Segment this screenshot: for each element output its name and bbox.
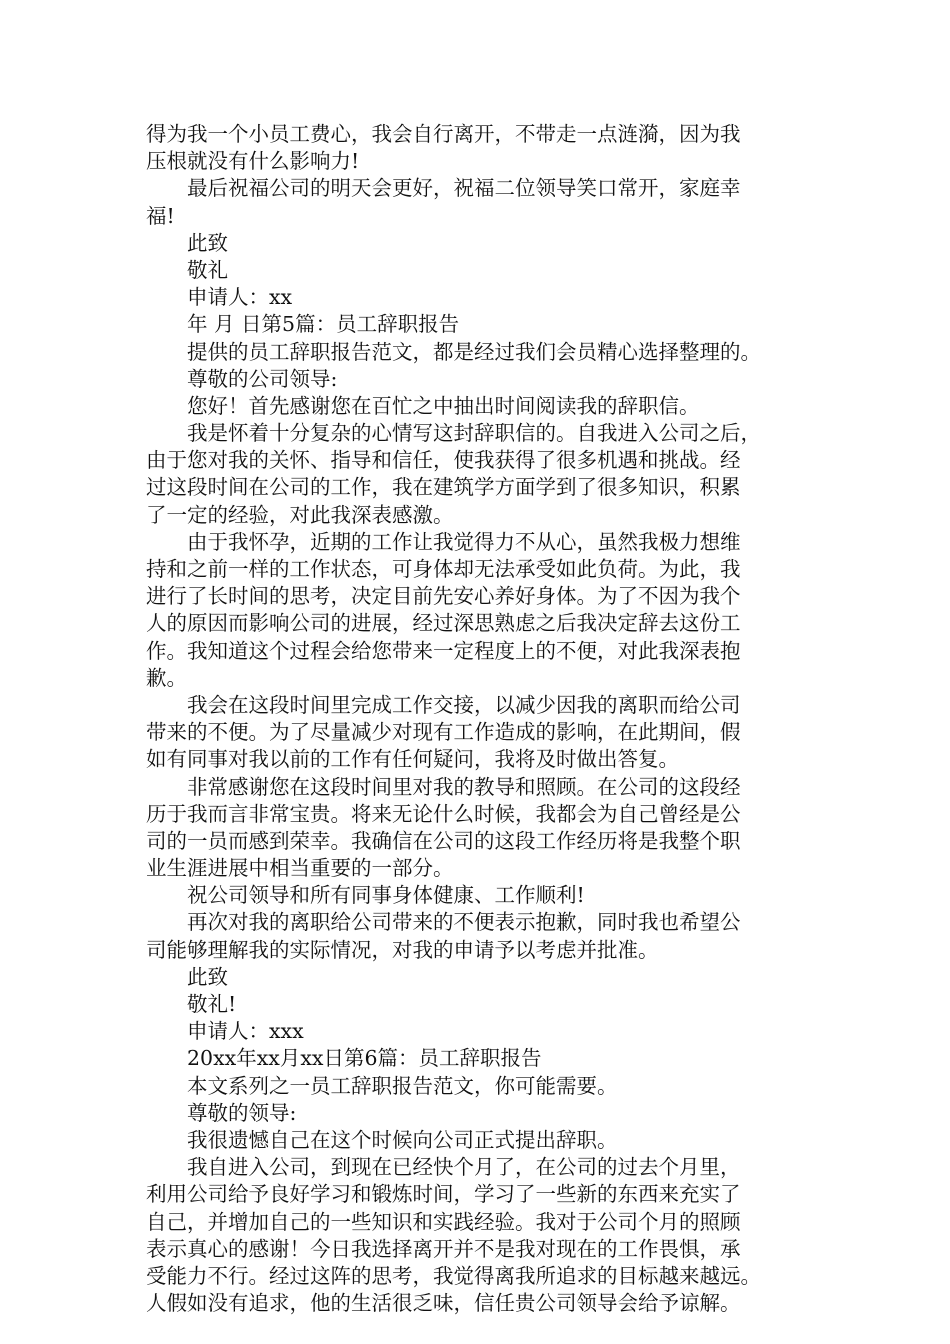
text-line: 利用公司给予良好学习和锻炼时间，学习了一些新的东西来充实了 xyxy=(146,1182,741,1207)
text-line: 尊敬的公司领导: xyxy=(187,366,338,391)
text-line: 最后祝福公司的明天会更好，祝福二位领导笑口常开，家庭幸 xyxy=(187,176,741,201)
text-line: 我会在这段时间里完成工作交接，以减少因我的离职而给公司 xyxy=(187,692,741,717)
text-line: 带来的不便。为了尽量减少对现有工作造成的影响，在此期间，假 xyxy=(146,720,741,745)
text-line: 历于我而言非常宝贵。将来无论什么时候，我都会为自己曾经是公 xyxy=(146,801,741,826)
text-line: 尊敬的领导: xyxy=(187,1100,297,1125)
text-line: 司的一员而感到荣幸。我确信在公司的这段工作经历将是我整个职 xyxy=(146,828,741,853)
text-line: 得为我一个小员工费心，我会自行离开，不带走一点涟漪，因为我 xyxy=(146,122,741,146)
text-line: 压根就没有什么影响力! xyxy=(146,149,360,174)
text-line: 由于我怀孕，近期的工作让我觉得力不从心，虽然我极力想维 xyxy=(187,529,741,554)
text-line: 作。我知道这个过程会给您带来一定程度上的不便，对此我深表抱 xyxy=(146,638,741,663)
text-line: 表示真心的感谢！今日我选择离开并不是我对现在的工作畏惧，承 xyxy=(146,1236,741,1261)
text-line: 此致 xyxy=(187,964,228,989)
text-line: 敬礼! xyxy=(187,992,237,1016)
text-line: 申请人：xx xyxy=(187,285,293,310)
text-line: 过这段时间在公司的工作，我在建筑学方面学到了很多知识，积累 xyxy=(146,475,741,500)
text-line: 受能力不行。经过这阵的思考，我觉得离我所追求的目标越来越远。 xyxy=(146,1263,761,1288)
text-line: 福! xyxy=(146,203,175,228)
text-line: 非常感谢您在这段时间里对我的教导和照顾。在公司的这段经 xyxy=(187,774,741,799)
text-line: 了一定的经验，对此我深表感激。 xyxy=(146,502,454,527)
text-line: 我是怀着十分复杂的心情写这封辞职信的。自我进入公司之后， xyxy=(187,421,761,446)
text-line: 申请人：xxx xyxy=(187,1019,304,1044)
text-line: 人的原因而影响公司的进展，经过深思熟虑之后我决定辞去这份工 xyxy=(146,611,741,636)
text-line: 年 月 日第5篇：员工辞职报告 xyxy=(187,312,460,337)
text-line: 如有同事对我以前的工作有任何疑问，我将及时做出答复。 xyxy=(146,747,679,772)
text-line: 敬礼 xyxy=(187,257,228,282)
text-line: 歉。 xyxy=(146,665,187,690)
text-line: 此致 xyxy=(187,230,228,255)
text-line: 持和之前一样的工作状态，可身体却无法承受如此负荷。为此，我 xyxy=(146,557,741,581)
text-line: 再次对我的离职给公司带来的不便表示抱歉，同时我也希望公 xyxy=(187,910,741,935)
text-line: 您好！首先感谢您在百忙之中抽出时间阅读我的辞职信。 xyxy=(187,393,700,418)
text-line: 提供的员工辞职报告范文，都是经过我们会员精心选择整理的。 xyxy=(187,339,761,364)
text-line: 本文系列之一员工辞职报告范文，你可能需要。 xyxy=(187,1073,618,1098)
text-line: 自己，并增加自己的一些知识和实践经验。我对于公司个月的照顾 xyxy=(146,1209,741,1234)
document-body xyxy=(146,121,826,1317)
text-line: 祝公司领导和所有同事身体健康、工作顺利! xyxy=(187,883,585,908)
text-line: 20xx年xx月xx日第6篇：员工辞职报告 xyxy=(187,1046,542,1071)
text-line: 我自进入公司，到现在已经快个月了，在公司的过去个月里， xyxy=(187,1155,741,1180)
text-line: 由于您对我的关怀、指导和信任，使我获得了很多机遇和挑战。经 xyxy=(146,448,741,473)
text-line: 人假如没有追求，他的生活很乏味，信任贵公司领导会给予谅解。 xyxy=(146,1291,741,1316)
text-line: 司能够理解我的实际情况，对我的申请予以考虑并批准。 xyxy=(146,937,659,962)
text-line: 业生涯进展中相当重要的一部分。 xyxy=(146,856,454,881)
text-line: 进行了长时间的思考，决定目前先安心养好身体。为了不因为我个 xyxy=(146,584,741,609)
text-line: 我很遗憾自己在这个时候向公司正式提出辞职。 xyxy=(187,1127,618,1152)
